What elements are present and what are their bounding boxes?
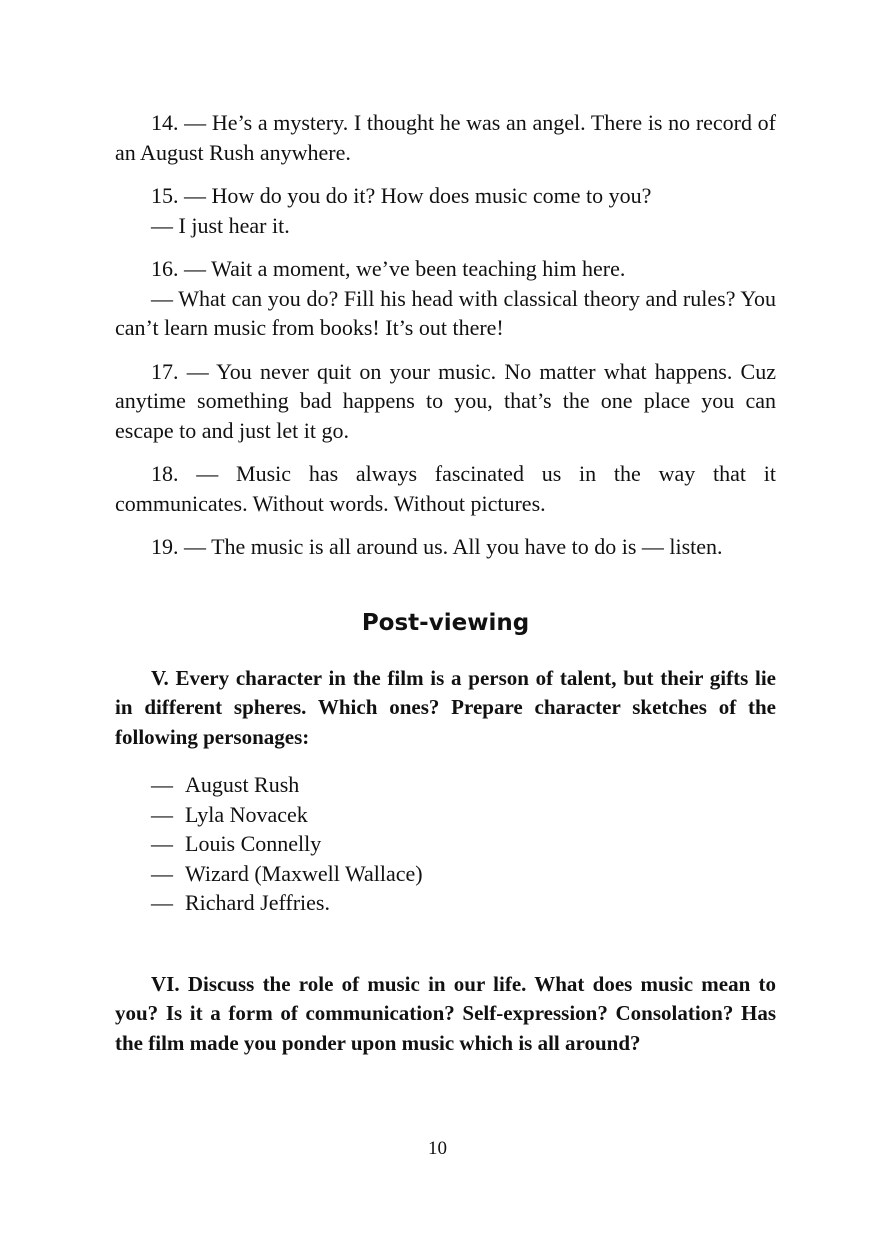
quote-line: — What can you do? Fill his head with classical theory and rules? You can’t learn music from books! It’s out there! — [115, 285, 776, 340]
quote-line: 18. — Music has always fascinated us in the way that it communicates. Without words. Without pictures. — [115, 461, 776, 516]
character-name: August Rush — [185, 772, 300, 797]
quote-19 — [115, 532, 776, 562]
list-item — [151, 888, 776, 918]
section-title: Post-viewing — [361, 609, 530, 636]
quote-line: 17. — You never quit on your music. No matter what happens. Cuz anytime something bad happens to you, that’s the one place you can escape to and just let it go. — [115, 358, 776, 443]
character-name: Louis Connelly — [185, 831, 322, 856]
page-body — [115, 108, 776, 1058]
dash: — — [151, 801, 173, 827]
quote-18 — [115, 459, 776, 518]
character-name: Richard Jeffries. — [185, 890, 330, 915]
task-5-text: V. Every character in the film is a person of talent, but their gifts lie in different spheres. Which ones? Prepare character sketches of the following personages: — [115, 665, 776, 749]
list-item — [151, 800, 776, 830]
dash: — — [151, 890, 173, 915]
dash: — — [151, 860, 173, 886]
quote-15 — [115, 181, 776, 240]
quote-line: — I just hear it. — [151, 212, 290, 238]
quote-16 — [115, 254, 776, 343]
list-item — [151, 829, 776, 859]
quote-line: 14. — He’s a mystery. I thought he was an angel. There is no record of an August Rush anywhere. — [115, 110, 776, 165]
list-item — [151, 770, 776, 800]
quote-line: 16. — Wait a moment, we’ve been teaching him here. — [151, 256, 626, 281]
quote-14 — [115, 108, 776, 167]
character-name: Wizard (Maxwell Wallace) — [185, 860, 423, 886]
dash: — — [151, 831, 173, 856]
dash: — — [151, 772, 173, 797]
quote-17 — [115, 357, 776, 446]
task-6-text: VI. Discuss the role of music in our life. What does music mean to you? Is it a form of communication? Self-expression? Consolation? Has the film made you ponder upon music which is all around? — [115, 971, 776, 1055]
character-list — [115, 770, 776, 918]
quote-line: 15. — How do you do it? How does music come to you? — [151, 183, 652, 208]
character-name: Lyla Novacek — [185, 801, 308, 827]
list-item — [151, 859, 776, 889]
quote-line: 19. — The music is all around us. All you have to do is — listen. — [151, 534, 723, 559]
page-number: 10 — [428, 1138, 447, 1159]
